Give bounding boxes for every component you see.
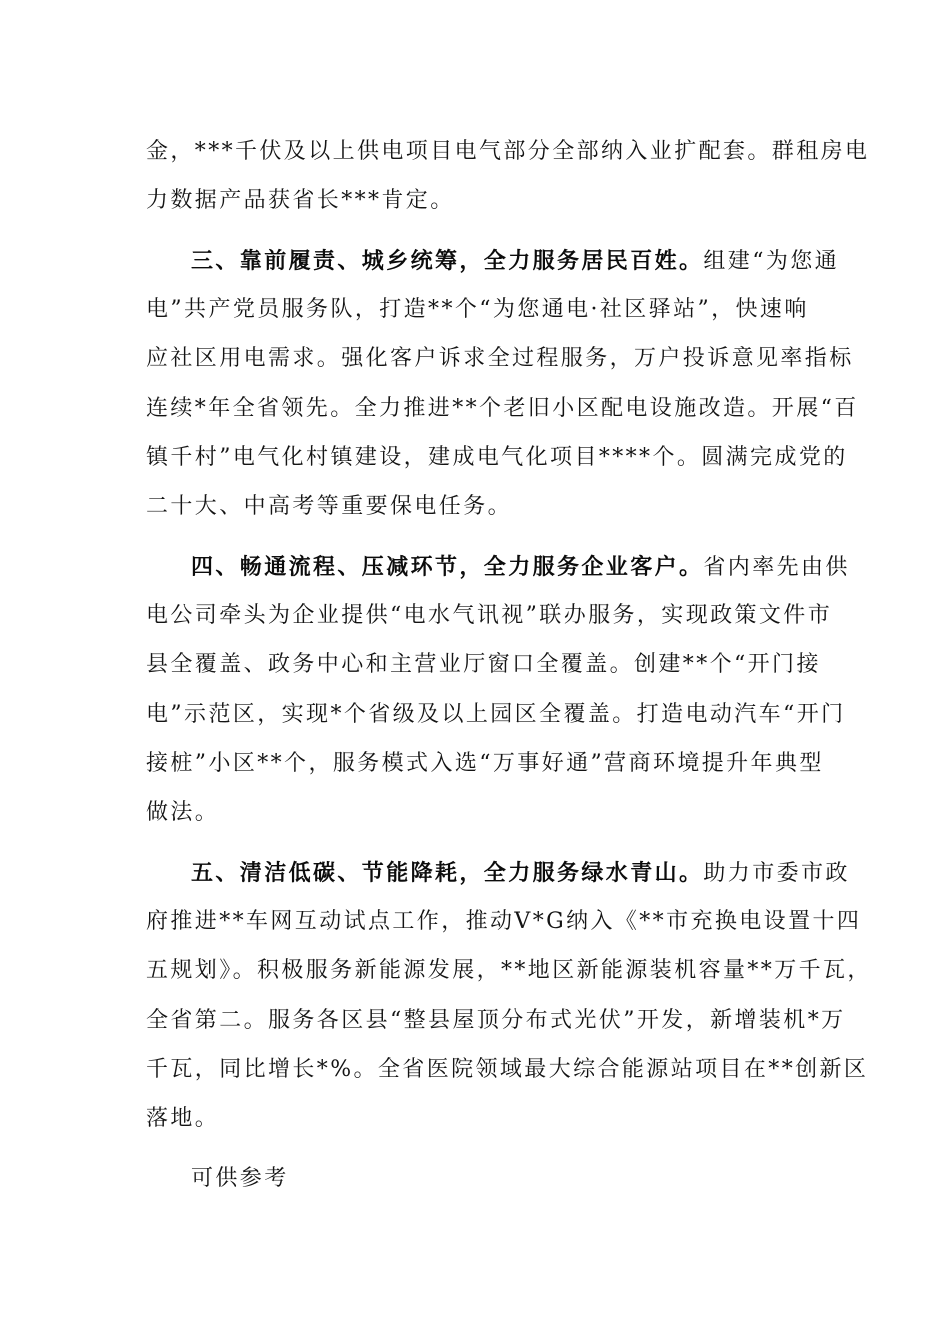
- paragraph-line: [146, 394, 859, 424]
- paragraph-line: [146, 798, 219, 828]
- paragraph-line: [146, 650, 821, 680]
- line-text: 接桩”小区**个，服务模式入选“万事好通”营商环境提升年典型: [146, 751, 824, 776]
- line-text: 全省第二。服务各区县“整县屋顶分布式光伏”开发，新增装机*万: [146, 1008, 846, 1033]
- paragraph-line: [191, 246, 839, 276]
- line-text: 五规划》。积极服务新能源发展，**地区新能源装机容量**万千瓦，: [146, 958, 872, 983]
- paragraph-line: [146, 907, 861, 937]
- paragraph-line: [146, 186, 455, 216]
- line-text: 做法。: [146, 800, 220, 825]
- paragraph-line: [146, 700, 846, 730]
- paragraph-line: [191, 858, 850, 888]
- paragraph-line: [146, 956, 872, 986]
- line-text: 府推进**车网互动试点工作，推动V*G纳入《**市充换电设置十四: [146, 909, 862, 934]
- line-text: 助力市委市政: [703, 861, 850, 886]
- line-text: 电”示范区，实现*个省级及以上园区全覆盖。打造电动汽车“开门: [146, 702, 846, 727]
- line-text: 连续*年全省领先。全力推进**个老旧小区配电设施改造。开展“百: [146, 396, 859, 421]
- line-text: 电公司牵头为企业提供“电水气讯视”联办服务，实现政策文件市: [146, 603, 833, 628]
- paragraph-line: [146, 137, 869, 167]
- line-text: 力数据产品获省长***肯定。: [146, 188, 455, 213]
- paragraph-line: [146, 601, 832, 631]
- paragraph-line: [146, 295, 809, 325]
- paragraph-line: [146, 443, 848, 473]
- paragraph-line: [191, 552, 850, 582]
- paragraph-line: [146, 1055, 868, 1085]
- line-text: 省内率先由供: [703, 555, 850, 580]
- line-text: 县全覆盖、政务中心和主营业厅窗口全覆盖。创建**个“开门接: [146, 652, 821, 677]
- paragraph-line: [146, 1006, 846, 1036]
- footer-note: 可供参考: [191, 1166, 289, 1191]
- line-text: 组建“为您通: [703, 249, 840, 274]
- paragraph-line: [146, 1104, 219, 1134]
- line-text: 落地。: [146, 1106, 220, 1131]
- line-text: 金，***千伏及以上供电项目电气部分全部纳入业扩配套。群租房电: [146, 139, 870, 164]
- paragraph-line: [146, 344, 854, 374]
- paragraph-line: [146, 749, 824, 779]
- section-heading: 四、畅通流程、压减环节，全力服务企业客户。: [191, 554, 704, 580]
- section-heading: 五、清洁低碳、节能降耗，全力服务绿水青山。: [191, 860, 704, 886]
- line-text: 电”共产党员服务队，打造**个“为您通电·社区驿站”，快速响: [146, 297, 809, 322]
- section-heading: 三、靠前履责、城乡统筹，全力服务居民百姓。: [191, 248, 704, 274]
- line-text: 镇千村”电气化村镇建设，建成电气化项目****个。圆满完成党的: [146, 445, 848, 470]
- line-text: 应社区用电需求。强化客户诉求全过程服务，万户投诉意见率指标: [146, 346, 854, 371]
- line-text: 二十大、中高考等重要保电任务。: [146, 494, 513, 519]
- line-text: 千瓦，同比增长*%。全省医院领域最大综合能源站项目在**创新区: [146, 1057, 869, 1082]
- paragraph-line: [146, 492, 512, 522]
